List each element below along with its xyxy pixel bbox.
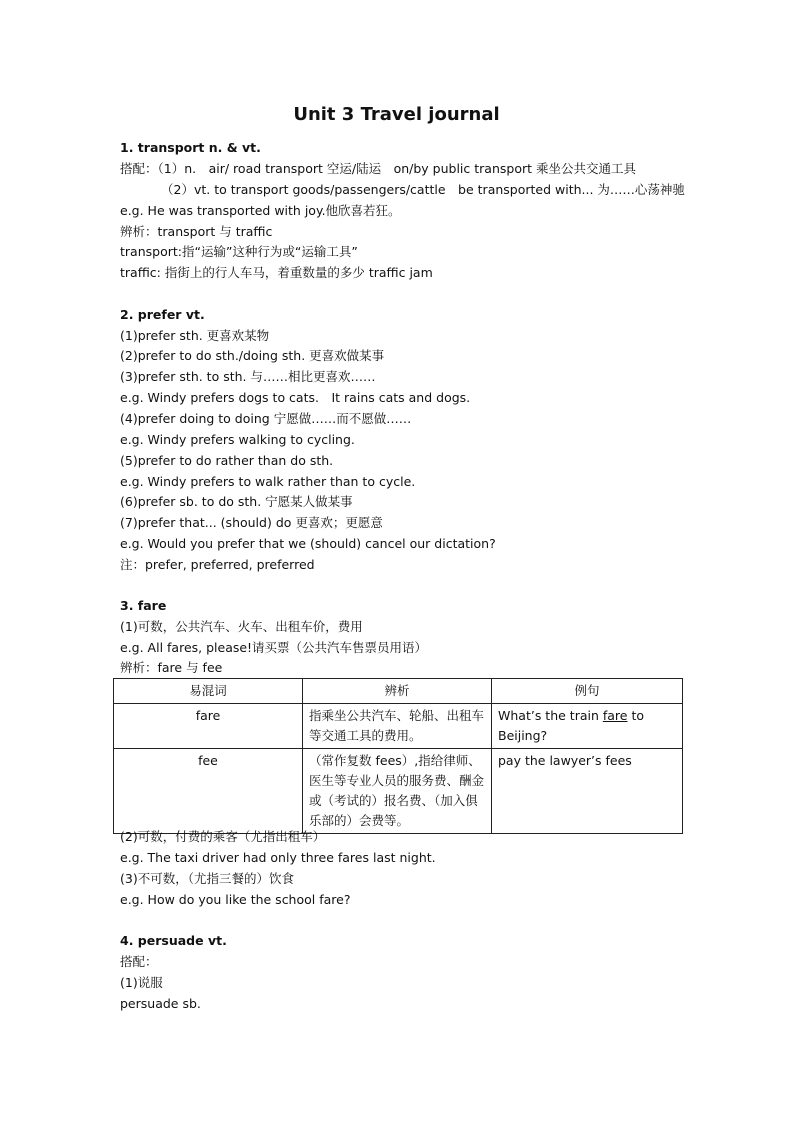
s2-line: e.g. Windy prefers walking to cycling. <box>120 432 355 447</box>
s3-example-2: e.g. The taxi driver had only three fares last night. <box>120 850 436 865</box>
s1-traffic-def: traffic: 指街上的行人车马，着重数量的多少 traffic jam <box>120 265 433 280</box>
s2-line: (5)prefer to do rather than do sth. <box>120 453 334 468</box>
section-4-heading: 4. persuade vt. <box>120 933 227 948</box>
s3-meaning-1: (1)可数，公共汽车、火车、出租车价，费用 <box>120 619 363 634</box>
s1-example: e.g. He was transported with joy.他欣喜若狂。 <box>120 203 401 218</box>
s2-line: (7)prefer that... (should) do 更喜欢；更愿意 <box>120 515 383 530</box>
s2-note: 注：prefer, preferred, preferred <box>120 557 315 572</box>
underlined-word: fare <box>602 708 628 723</box>
page-title: Unit 3 Travel journal <box>293 104 500 125</box>
s2-line: (6)prefer sb. to do sth. 宁愿某人做某事 <box>120 494 353 509</box>
s4-usage: persuade sb. <box>120 996 201 1011</box>
section-3-heading: 3. fare <box>120 598 167 613</box>
s4-meaning-1: (1)说服 <box>120 975 163 990</box>
s1-collocation-noun: 搭配：（1）n. air/ road transport 空运/陆运 on/by public transport 乘坐公共交通工具 <box>120 161 636 176</box>
analysis-cell: 指乘坐公共汽车、轮船、出租车等交通工具的费用。 <box>303 704 492 749</box>
example-text: What’s the train <box>498 708 603 723</box>
s2-line: e.g. Windy prefers to walk rather than to cycle. <box>120 474 416 489</box>
example-text: pay the lawyer’s fees <box>498 753 632 768</box>
s1-collocation-verb: （2）vt. to transport goods/passengers/cattle be transported with... 为……心荡神驰 <box>161 182 685 197</box>
s2-line: (1)prefer sth. 更喜欢某物 <box>120 328 270 343</box>
section-1-heading: 1. transport n. & vt. <box>120 140 261 155</box>
s1-transport-def: transport:指“运输”这种行为或“运输工具” <box>120 244 358 259</box>
s2-line: (3)prefer sth. to sth. 与……相比更喜欢…… <box>120 369 376 384</box>
s3-example-1: e.g. All fares, please!请买票（公共汽车售票员用语） <box>120 640 428 655</box>
s3-example-3: e.g. How do you like the school fare? <box>120 892 351 907</box>
table-row <box>114 749 683 834</box>
s2-line: e.g. Would you prefer that we (should) cancel our dictation? <box>120 536 496 551</box>
s1-distinction: 辨析：transport 与 traffic <box>120 224 273 239</box>
s2-line: (2)prefer to do sth./doing sth. 更喜欢做某事 <box>120 348 385 363</box>
table-header-row <box>114 679 683 704</box>
table-row <box>114 704 683 749</box>
s3-distinction: 辨析：fare 与 fee <box>120 660 223 675</box>
example-cell <box>492 749 683 834</box>
table-header: 易混词 <box>114 679 303 704</box>
example-cell <box>492 704 683 749</box>
section-2-heading: 2. prefer vt. <box>120 307 205 322</box>
s3-meaning-2: (2)可数，付费的乘客（尤指出租车） <box>120 829 326 844</box>
table-header: 辨析 <box>303 679 492 704</box>
word-cell: fee <box>114 749 303 834</box>
s2-line: e.g. Windy prefers dogs to cats. It rains cats and dogs. <box>120 390 471 405</box>
comparison-table <box>113 678 683 834</box>
s4-collocation: 搭配： <box>120 954 158 969</box>
example-text: to Beijing? <box>498 708 645 743</box>
s2-line: (4)prefer doing to doing 宁愿做……而不愿做…… <box>120 411 412 426</box>
word-cell: fare <box>114 704 303 749</box>
table-header: 例句 <box>492 679 683 704</box>
analysis-cell: （常作复数 fees）,指给律师、医生等专业人员的服务费、酬金或（考试的）报名费、（加入俱乐部的）会费等。 <box>303 749 492 834</box>
s3-meaning-3: (3)不可数，（尤指三餐的）饮食 <box>120 871 294 886</box>
